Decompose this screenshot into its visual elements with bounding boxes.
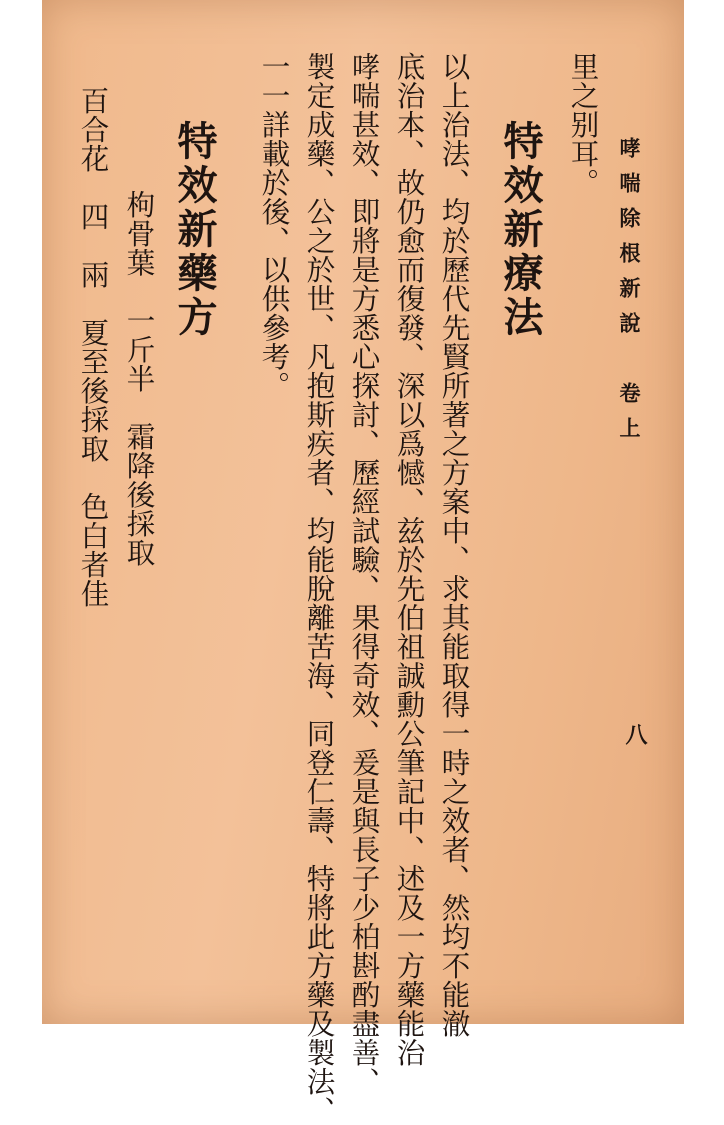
page-number: 八 <box>622 723 648 745</box>
text-column: 哮喘甚效、即將是方悉心探討、歷經試驗、果得奇效、爰是與長子少柏斟酌盡善、 <box>347 52 381 1096</box>
running-header: 哮喘除根新說 卷上 <box>617 137 642 452</box>
ingredient-line: 百合花 四 兩 夏至後採取 色白者佳 <box>76 86 110 608</box>
text-column: 製定成藥、公之於世、凡抱斯疾者、均能脫離苦海、同登仁壽、特將此方藥及製法、 <box>302 52 336 1125</box>
book-page <box>42 0 684 1125</box>
text-column: 里之别耳。 <box>566 52 600 197</box>
section-heading: 特效新療法 <box>497 120 544 340</box>
text-column: 底治本、故仍愈而復發、深以爲憾、兹於先伯祖誠勳公筆記中、述及一方藥能治 <box>392 52 426 1067</box>
text-column: 一一詳載於後、以供參考。 <box>257 52 291 400</box>
text-column: 以上治法、均於歷代先賢所著之方案中、求其能取得一時之效者、然均不能澈 <box>437 52 471 1038</box>
prescription-heading: 特效新藥方 <box>171 120 218 340</box>
ingredient-line: 枸骨葉 一斤半 霜降後採取 <box>122 190 156 567</box>
